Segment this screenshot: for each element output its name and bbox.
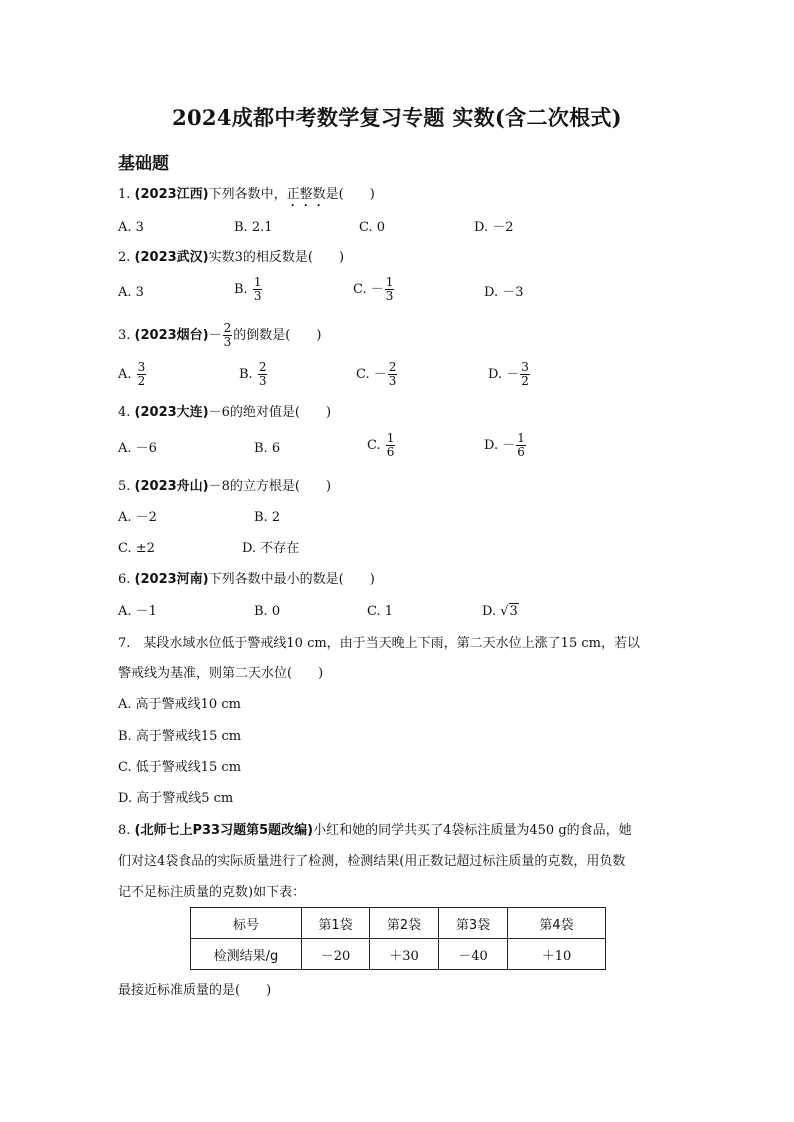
question-number: 8. [118, 823, 135, 838]
option-d: D. －3 [484, 285, 524, 300]
question-5 [118, 478, 331, 496]
question-text: 的倒数是( ) [233, 328, 322, 343]
table-cell: 第1袋 [302, 908, 370, 939]
question-source: (2023武汉) [134, 250, 209, 265]
table-cell: ＋30 [370, 939, 439, 970]
option-c: C. － $\frac{2}{3}$ [356, 360, 397, 388]
question-8-line-3: 记不足标注质量的克数)如下表： [118, 885, 306, 900]
option-b: B. 0 [254, 604, 281, 619]
section-heading: 基础题 [118, 154, 169, 174]
option-a: A. 3 [118, 285, 144, 300]
table-row [191, 939, 606, 970]
question-8-line-2: 们对这4袋食品的实际质量进行了检测，检测结果(用正数记超过标注质量的克数，用负数 [118, 854, 626, 869]
question-source: (2023河南) [134, 572, 209, 587]
option-a: A. －2 [118, 510, 157, 525]
fraction: $\frac{1}{6}$ [386, 431, 395, 459]
option-a: A. $\frac{3}{2}$ [118, 360, 146, 388]
question-number: 2. [118, 250, 135, 265]
question-text: －6的绝对值是( ) [208, 405, 332, 420]
table-cell: 第2袋 [370, 908, 439, 939]
option-d: D. － $\frac{1}{6}$ [484, 431, 525, 459]
option-a: A. －6 [118, 441, 157, 456]
table-cell: －20 [302, 939, 370, 970]
option-b: B. 2 [254, 510, 281, 525]
question-source: (2023大连) [134, 405, 209, 420]
question-text: 下列各数中最小的数是( ) [208, 572, 375, 587]
square-root: √3 [500, 604, 518, 619]
table-cell: 第3袋 [439, 908, 508, 939]
option-a: A. 高于警戒线10 cm [118, 697, 241, 712]
question-number: 3. [118, 328, 135, 343]
option-d: D. 不存在 [242, 541, 300, 556]
fraction: $\frac{2}{3}$ [388, 360, 397, 388]
table-cell: －40 [439, 939, 508, 970]
option-c: C. ±2 [118, 541, 155, 556]
table-cell: 第4袋 [508, 908, 606, 939]
option-c: C. $\frac{1}{6}$ [367, 431, 395, 459]
question-6 [118, 571, 375, 589]
question-source: (2023江西) [134, 187, 209, 202]
option-b: B. $\frac{1}{3}$ [234, 275, 262, 303]
fraction: $\frac{2}{3}$ [223, 321, 232, 349]
table-cell: ＋10 [508, 939, 606, 970]
option-d: D. － $\frac{3}{2}$ [488, 360, 529, 388]
question-number: 6. [118, 572, 135, 587]
question-8-line-1 [118, 822, 632, 840]
emphasized-text: 正整数 [286, 187, 326, 202]
fraction: $\frac{3}{2}$ [521, 360, 529, 388]
fraction: $\frac{2}{3}$ [258, 360, 267, 388]
fraction: $\frac{3}{2}$ [137, 360, 146, 388]
table-cell: 检测结果/g [191, 939, 302, 970]
question-7-line-2: 警戒线为基准，则第二天水位( ) [118, 666, 324, 681]
question-2 [118, 249, 344, 267]
option-a: A. 3 [118, 220, 144, 235]
question-source: (2023舟山) [134, 479, 209, 494]
option-c: C. － $\frac{1}{3}$ [353, 275, 394, 303]
table-row [191, 908, 606, 939]
option-c: C. 低于警戒线15 cm [118, 760, 242, 775]
table-cell: 标号 [191, 908, 302, 939]
fraction: $\frac{1}{6}$ [517, 431, 525, 459]
question-text: －8的立方根是( ) [208, 479, 332, 494]
question-7-line-1: 7. 某段水域水位低于警戒线10 cm，由于当天晚上下雨，第二天水位上涨了15 cm，若以 [118, 636, 640, 651]
option-b: B. $\frac{2}{3}$ [239, 360, 267, 388]
fraction: $\frac{1}{3}$ [253, 275, 262, 303]
question-text: 实数3的相反数是( ) [208, 250, 345, 265]
fraction: $\frac{1}{3}$ [385, 275, 394, 303]
option-b: B. 高于警戒线15 cm [118, 729, 242, 744]
option-b: B. 2.1 [234, 220, 273, 235]
question-8-prompt: 最接近标准质量的是( ) [118, 983, 272, 998]
option-d: D. √3 [482, 604, 518, 619]
option-c: C. 0 [359, 220, 386, 235]
question-source: (2023烟台) [134, 328, 209, 343]
option-d: D. －2 [474, 220, 514, 235]
option-c: C. 1 [367, 604, 394, 619]
question-text: 下列各数中， [208, 187, 287, 202]
question-number: 1. [118, 187, 135, 202]
question-number: 5. [118, 479, 135, 494]
question-1 [118, 186, 375, 210]
question-3: 3. (2023烟台)－ $\frac{2}{3}$ 的倒数是( ) [118, 321, 322, 349]
question-4 [118, 404, 331, 422]
question-text: 小红和她的同学共买了4袋标注质量为450 g的食品，她 [313, 823, 632, 838]
question-number: 4. [118, 405, 135, 420]
option-d: D. 高于警戒线5 cm [118, 791, 234, 806]
result-table [190, 907, 606, 970]
option-a: A. －1 [118, 604, 157, 619]
question-text: 是( ) [325, 187, 375, 202]
option-b: B. 6 [254, 441, 281, 456]
question-source: (北师七上P33习题第5题改编) [134, 823, 314, 838]
page-title: 2024成都中考数学复习专题 实数(含二次根式) [172, 105, 622, 130]
